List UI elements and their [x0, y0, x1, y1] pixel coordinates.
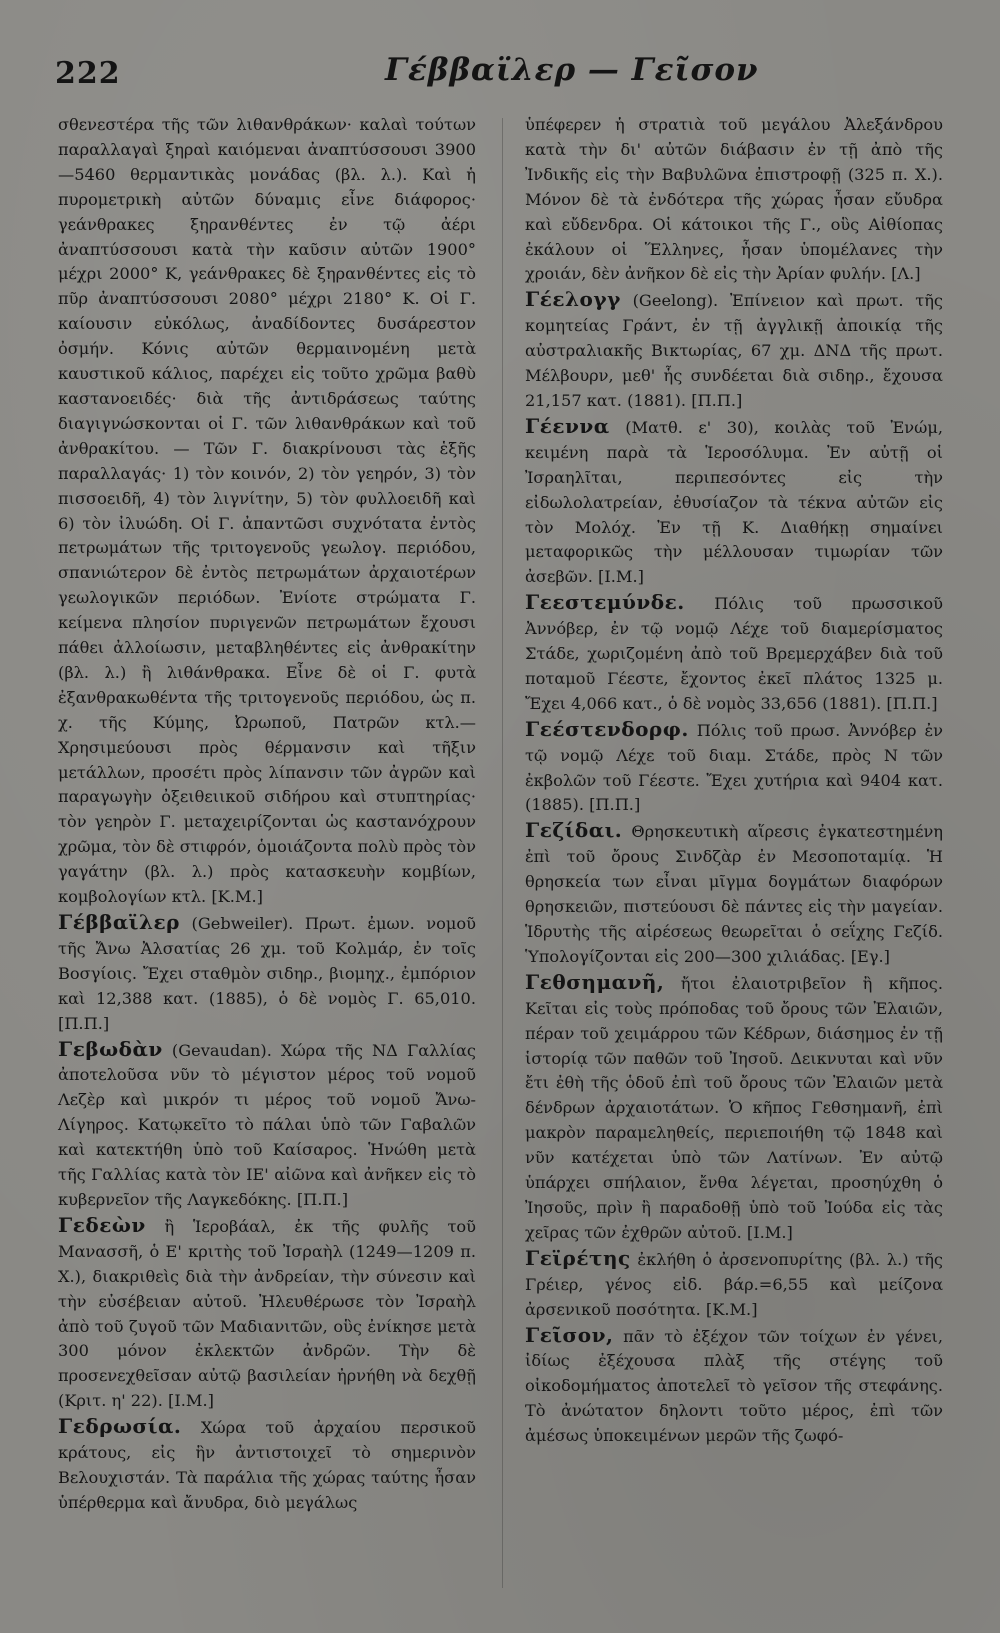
entry-gevaudan	[58, 1037, 476, 1213]
entry-text: ἐκλήθη ὁ ἀρσενοπυρίτης (βλ. λ.) τῆς Γρέιερ, γένος εἰδ. βάρ.=6,55 καὶ μείζονα ἀρσενικοῦ ποσότητα. [Κ.Μ.]	[525, 1249, 943, 1319]
entry-text: (Ματθ. ε' 30), κοιλὰς τοῦ Ἐνώμ, κειμένη παρὰ τὰ Ἱεροσόλυμα. Ἐν αὐτῇ οἱ Ἰσραηλῖται, περιπεσόντες εἰς τὴν εἰδωλολατρείαν, ἐθυσίαζον τὰ τέκνα αὐτῶν εἰς τὸν Μολόχ. Ἐν τῇ Κ. Διαθήκῃ σημαίνει μεταφορικῶς τὴν μέλλουσαν τιμωρίαν τῶν ἀσεβῶν. [Ι.Μ.]	[525, 417, 943, 587]
entry-continuation	[58, 113, 476, 910]
entry-geestemunde	[525, 590, 943, 717]
entry-gedeon	[58, 1213, 476, 1414]
entry-alt-name: (Gevaudan).	[162, 1040, 272, 1060]
entry-geelong	[525, 287, 943, 414]
entry-headword: Γεϊρέτης	[525, 1245, 631, 1270]
entry-alt-name: (Gebweiler).	[179, 914, 294, 933]
entry-geiretes	[525, 1246, 943, 1323]
column-divider	[502, 118, 503, 1588]
entry-headword: Γεέστενδορφ.	[525, 716, 689, 741]
entry-headword: Γεβωδὰν	[58, 1036, 163, 1061]
entry-headword: Γεζίδαι.	[525, 818, 623, 843]
left-column	[58, 113, 476, 1516]
entry-headword: Γεεστεμύνδε.	[525, 590, 685, 615]
entry-text: Χώρα τοῦ ἀρχαίου περσικοῦ κράτους, εἰς ἣν ἀντιστοιχεῖ τὸ σημερινὸν Βελουχιστάν. Τὰ παράλια τῆς χώρας ταύτης ἦσαν ὑπέρθερμα καὶ ἄνυδρα, διὸ μεγάλως	[58, 1418, 476, 1512]
right-column	[525, 113, 943, 1449]
entry-continuation	[525, 113, 943, 287]
entry-gedrosia	[58, 1414, 476, 1516]
entry-gethsemane	[525, 970, 943, 1246]
page-header	[55, 48, 945, 98]
entry-gezidai	[525, 818, 943, 969]
entry-headword: Γέεννα	[525, 413, 610, 438]
page-number: 222	[55, 56, 121, 91]
entry-text: Πόλις τοῦ πρωσ. Ἀννόβερ ἐν τῷ νομῷ Λέχε τοῦ διαμ. Στάδε, πρὸς Ν τῶν ἐκβολῶν τοῦ Γέεστε. Ἔχει χυτήρια καὶ 9404 κατ. (1885). [Π.Π.]	[525, 720, 943, 815]
entry-geenna	[525, 414, 943, 590]
entry-text: Πρωτ. ἐμων. νομοῦ τῆς Ἄνω Ἀλσατίας 26 χμ. τοῦ Κολμάρ, ἐν τοῖς Βοσγίοις. Ἔχει σταθμὸν σιδηρ., βιομηχ., ἐμπόριον καὶ 12,388 κατ. (1885), ὁ δὲ νομὸς Γ. 65,010. [Π.Π.]	[58, 914, 476, 1033]
running-head: Γέββαϊλερ — Γεῖσον	[385, 52, 759, 88]
entry-geison	[525, 1323, 943, 1450]
entry-text: σθενεστέρα τῆς τῶν λιθανθράκων· καλαὶ τούτων παραλλαγαὶ ξηραὶ καιόμεναι ἀναπτύσσουσι 3900—5460 θερμαντικὰς μονάδας (βλ. λ.). Καὶ ἡ πυρομετρικὴ αὐτῶν δύναμις εἶνε διάφορος· γεάνθρακες ξηρανθέντες ἐν τῷ ἀέρι ἀναπτύσσουσι κατὰ τὴν καῦσιν αὐτῶν 1900° μέχρι 2000° Κ, γεάνθρακες δὲ ξηρανθέντες εἰς τὸ πῦρ ἀναπτύσσουσι 2080° μέχρι 2180° Κ. Οἱ Γ. καίουσιν εὐκόλως, ἀναδίδοντες δυσάρεστον ὀσμήν. Κόνις αὐτῶν θερμαινομένη μετὰ καυστικοῦ κάλιος, παρέχει εἰς τοῦτο χρῶμα βαθὺ καστανοειδές· διὰ τῆς ἀντιδράσεως ταύτης διαγιγνώσκονται οἱ Γ. τῶν λιθανθράκων καὶ τοῦ ἀνθρακίτου. — Τῶν Γ. διακρίνουσι τὰς ἑξῆς παραλλαγάς· 1) τὸν κοινόν, 2) τὸν γεηρόν, 3) τὸν πισσοειδῆ, 4) τὸν λιγνίτην, 5) τὸν φυλλοειδῆ καὶ 6) τὸν ἰλυώδη. Οἱ Γ. ἀπαντῶσι συχνότατα ἐντὸς πετρωμάτων τῆς τριτογενοῦς γεωλογ. περιόδου, σπανιώτερον δὲ ἐντὸς πετρωμάτων ἀρχαιοτέρων γεωλογικῶν περιόδων. Ἐνίοτε στρώματα Γ. κείμενα πλησίον πυριγενῶν πετρωμάτων ἔχουσι πάθει ἀλλοίωσιν, μεταβληθέντες εἰς ἀνθρακίτην (βλ. λ.) ἢ λιθάνθρακα. Εἶνε δὲ οἱ Γ. φυτὰ ἐξανθρακωθέντα τῆς τριτογενοῦς περιόδου, ὡς π. χ. τῆς Κύμης, Ὠρωποῦ, Πατρῶν κτλ.—Χρησιμεύουσι πρὸς θέρμανσιν καὶ τῆξιν μετάλλων, προσέτι πρὸς λίπανσιν τῶν ἀγρῶν καὶ παραγωγὴν ὀξειθειικοῦ σιδήρου καὶ στυπτηρίας· τὸν γεηρὸν Γ. μεταχειρίζονται ὡς καστανόχρουν χρῶμα, τὸν δὲ στιφρόν, ὁμοιάζοντα πολὺ πρὸς τὸν γαγάτην (βλ. λ.) πρὸς κατασκευὴν κομβίων, κομβολογίων κτλ. [Κ.Μ.]	[58, 115, 476, 907]
entry-text: Θρησκευτικὴ αἵρεσις ἐγκατεστημένη ἐπὶ τοῦ ὄρους Σινδζὰρ ἐν Μεσοποταμίᾳ. Ἡ θρησκεία των εἶναι μῖγμα δογμάτων διαφόρων θρησκειῶν, πιστεύουσι δὲ πάντες εἰς τὴν μαγείαν. Ἱδρυτὴς τῆς αἱρέσεως θεωρεῖται ὁ σεΐχης Γεζίδ. Ὑπολογίζονται εἰς 200—300 χιλιάδας. [Εγ.]	[525, 822, 943, 966]
entry-headword: Γεθσημανῆ,	[525, 969, 665, 994]
entry-text: πᾶν τὸ ἐξέχον τῶν τοίχων ἐν γένει, ἰδίως ἐξέχουσα πλὰξ τῆς στέγης τοῦ οἰκοδομήματος ἀποτελεῖ τὸ γεῖσον τῆς στεφάνης. Τὸ ἀνώτατον δηλοντι τοῦτο μέρος, ἐπὶ τῶν ἀμέσως ὑποκειμένων μερῶν τῆς ζωφό-	[525, 1326, 943, 1446]
entry-text: Χώρα τῆς ΝΔ Γαλλίας ἀποτελοῦσα νῦν τὸ μέγιστον μέρος τοῦ νομοῦ Λεζὲρ καὶ μικρόν τι μέρος τοῦ νομοῦ Ἄνω-Λίγηρος. Κατῳκεῖτο τὸ πάλαι ὑπὸ τῶν Γαβαλῶν καὶ κατεκτήθη ὑπὸ τοῦ Καίσαρος. Ἡνώθη μετὰ τῆς Γαλλίας κατὰ τὸν ΙΕ' αἰῶνα καὶ ἀνῆκεν εἰς τὸ κυβερνεῖον τῆς Λαγκεδόκης. [Π.Π.]	[58, 1040, 476, 1209]
entry-headword: Γεδρωσία.	[58, 1414, 182, 1439]
entry-headword: Γέελογγ	[525, 287, 621, 312]
entry-text: ὑπέφερεν ἡ στρατιὰ τοῦ μεγάλου Ἀλεξάνδρου κατὰ τὴν δι' αὐτῶν διάβασιν ἐν τῇ ἀπὸ τῆς Ἰνδικῆς εἰς τὴν Βαβυλῶνα ἐπιστροφῇ (325 π. Χ.). Μόνον δὲ τὰ ἐνδότερα τῆς χώρας ἦσαν εὔυδρα καὶ εὔδενδρα. Οἱ κάτοικοι τῆς Γ., οὓς Αἰθίοπας ἐκάλουν οἱ Ἕλληνες, ἦσαν ὑπομέλανες τὴν χροιάν, δὲν ἀνῆκον δὲ εἰς τὴν Ἀρίαν φυλήν. [Λ.]	[525, 115, 943, 284]
entry-text: ἢ Ἱεροβάαλ, ἐκ τῆς φυλῆς τοῦ Μανασσῆ, ὁ Ε' κριτὴς τοῦ Ἰσραὴλ (1249—1209 π. Χ.), διακριθεὶς διὰ τὴν ἀνδρείαν, τὴν σύνεσιν καὶ τὴν εὐσέβειαν αὐτοῦ. Ἠλευθέρωσε τὸν Ἰσραὴλ ἀπὸ τοῦ ζυγοῦ τῶν Μαδιανιτῶν, οὓς ἐνίκησε μετὰ 300 μόνον ἐκλεκτῶν ἀνδρῶν. Τὴν δὲ προσενεχθεῖσαν αὐτῷ βασιλείαν ἠρνήθη νὰ δεχθῇ (Κριτ. η' 22). [Ι.Μ.]	[58, 1216, 476, 1411]
entry-alt-name: (Geelong).	[620, 291, 719, 311]
entry-text: ἤτοι ἐλαιοτριβεῖον ἢ κῆπος. Κεῖται εἰς τοὺς πρόποδας τοῦ ὄρους τῶν Ἐλαιῶν, πέραν τοῦ χειμάρρου τῶν Κέδρων, διάσημος ἐν τῇ ἱστορίᾳ τῶν παθῶν τοῦ Ἰησοῦ. Δεικνυται καὶ νῦν ἔτι ἐθὴ τῆς ὁδοῦ ἐπὶ τοῦ ὄρους τῶν Ἐλαιῶν μετὰ δένδρων ἀρχαιοτάτων. Ὁ κῆπος Γεθσημανῆ, ἐπὶ μακρὸν παραμεληθείς, περιεποιήθη τῷ 1848 καὶ νῦν κατέχεται ὑπὸ τῶν Λατίνων. Ἐν αὐτῷ ὑπάρχει σπήλαιον, ἔνθα λέγεται, προσηύχθη ὁ Ἰησοῦς, πρὶν ἢ παραδοθῇ ὑπὸ τοῦ Ἰούδα εἰς τὰς χεῖρας τῶν ἐχθρῶν αὐτοῦ. [Ι.Μ.]	[525, 973, 943, 1242]
entry-headword: Γεῖσον,	[525, 1322, 614, 1347]
entry-headword: Γεδεὼν	[58, 1212, 146, 1237]
entry-text: Πόλις τοῦ πρωσσικοῦ Ἀννόβερ, ἐν τῷ νομῷ Λέχε τοῦ διαμερίσματος Στάδε, χωριζομένη ἀπὸ τοῦ Βρεμερχάβεν διὰ τοῦ ποταμοῦ Γέεστε, ἔχοντος ἐκεῖ πλάτος 1325 μ. Ἔχει 4,066 κατ., ὁ δὲ νομὸς 33,656 (1881). [Π.Π.]	[525, 594, 943, 713]
entry-headword: Γέββαϊλερ	[58, 910, 180, 934]
entry-geestendorf	[525, 717, 943, 819]
entry-text: Ἐπίνειον καὶ πρωτ. τῆς κομητείας Γράντ, ἐν τῇ ἀγγλικῇ ἀποικίᾳ τῆς αὐστραλιακῆς Βικτωρίας, 67 χμ. ΔΝΔ τῆς πρωτ. Μέλβουρν, μεθ' ἧς συνδέεται διὰ σιδηρ., ἔχουσα 21,157 κατ. (1881). [Π.Π.]	[525, 291, 943, 410]
entry-gebweiler	[58, 910, 476, 1037]
